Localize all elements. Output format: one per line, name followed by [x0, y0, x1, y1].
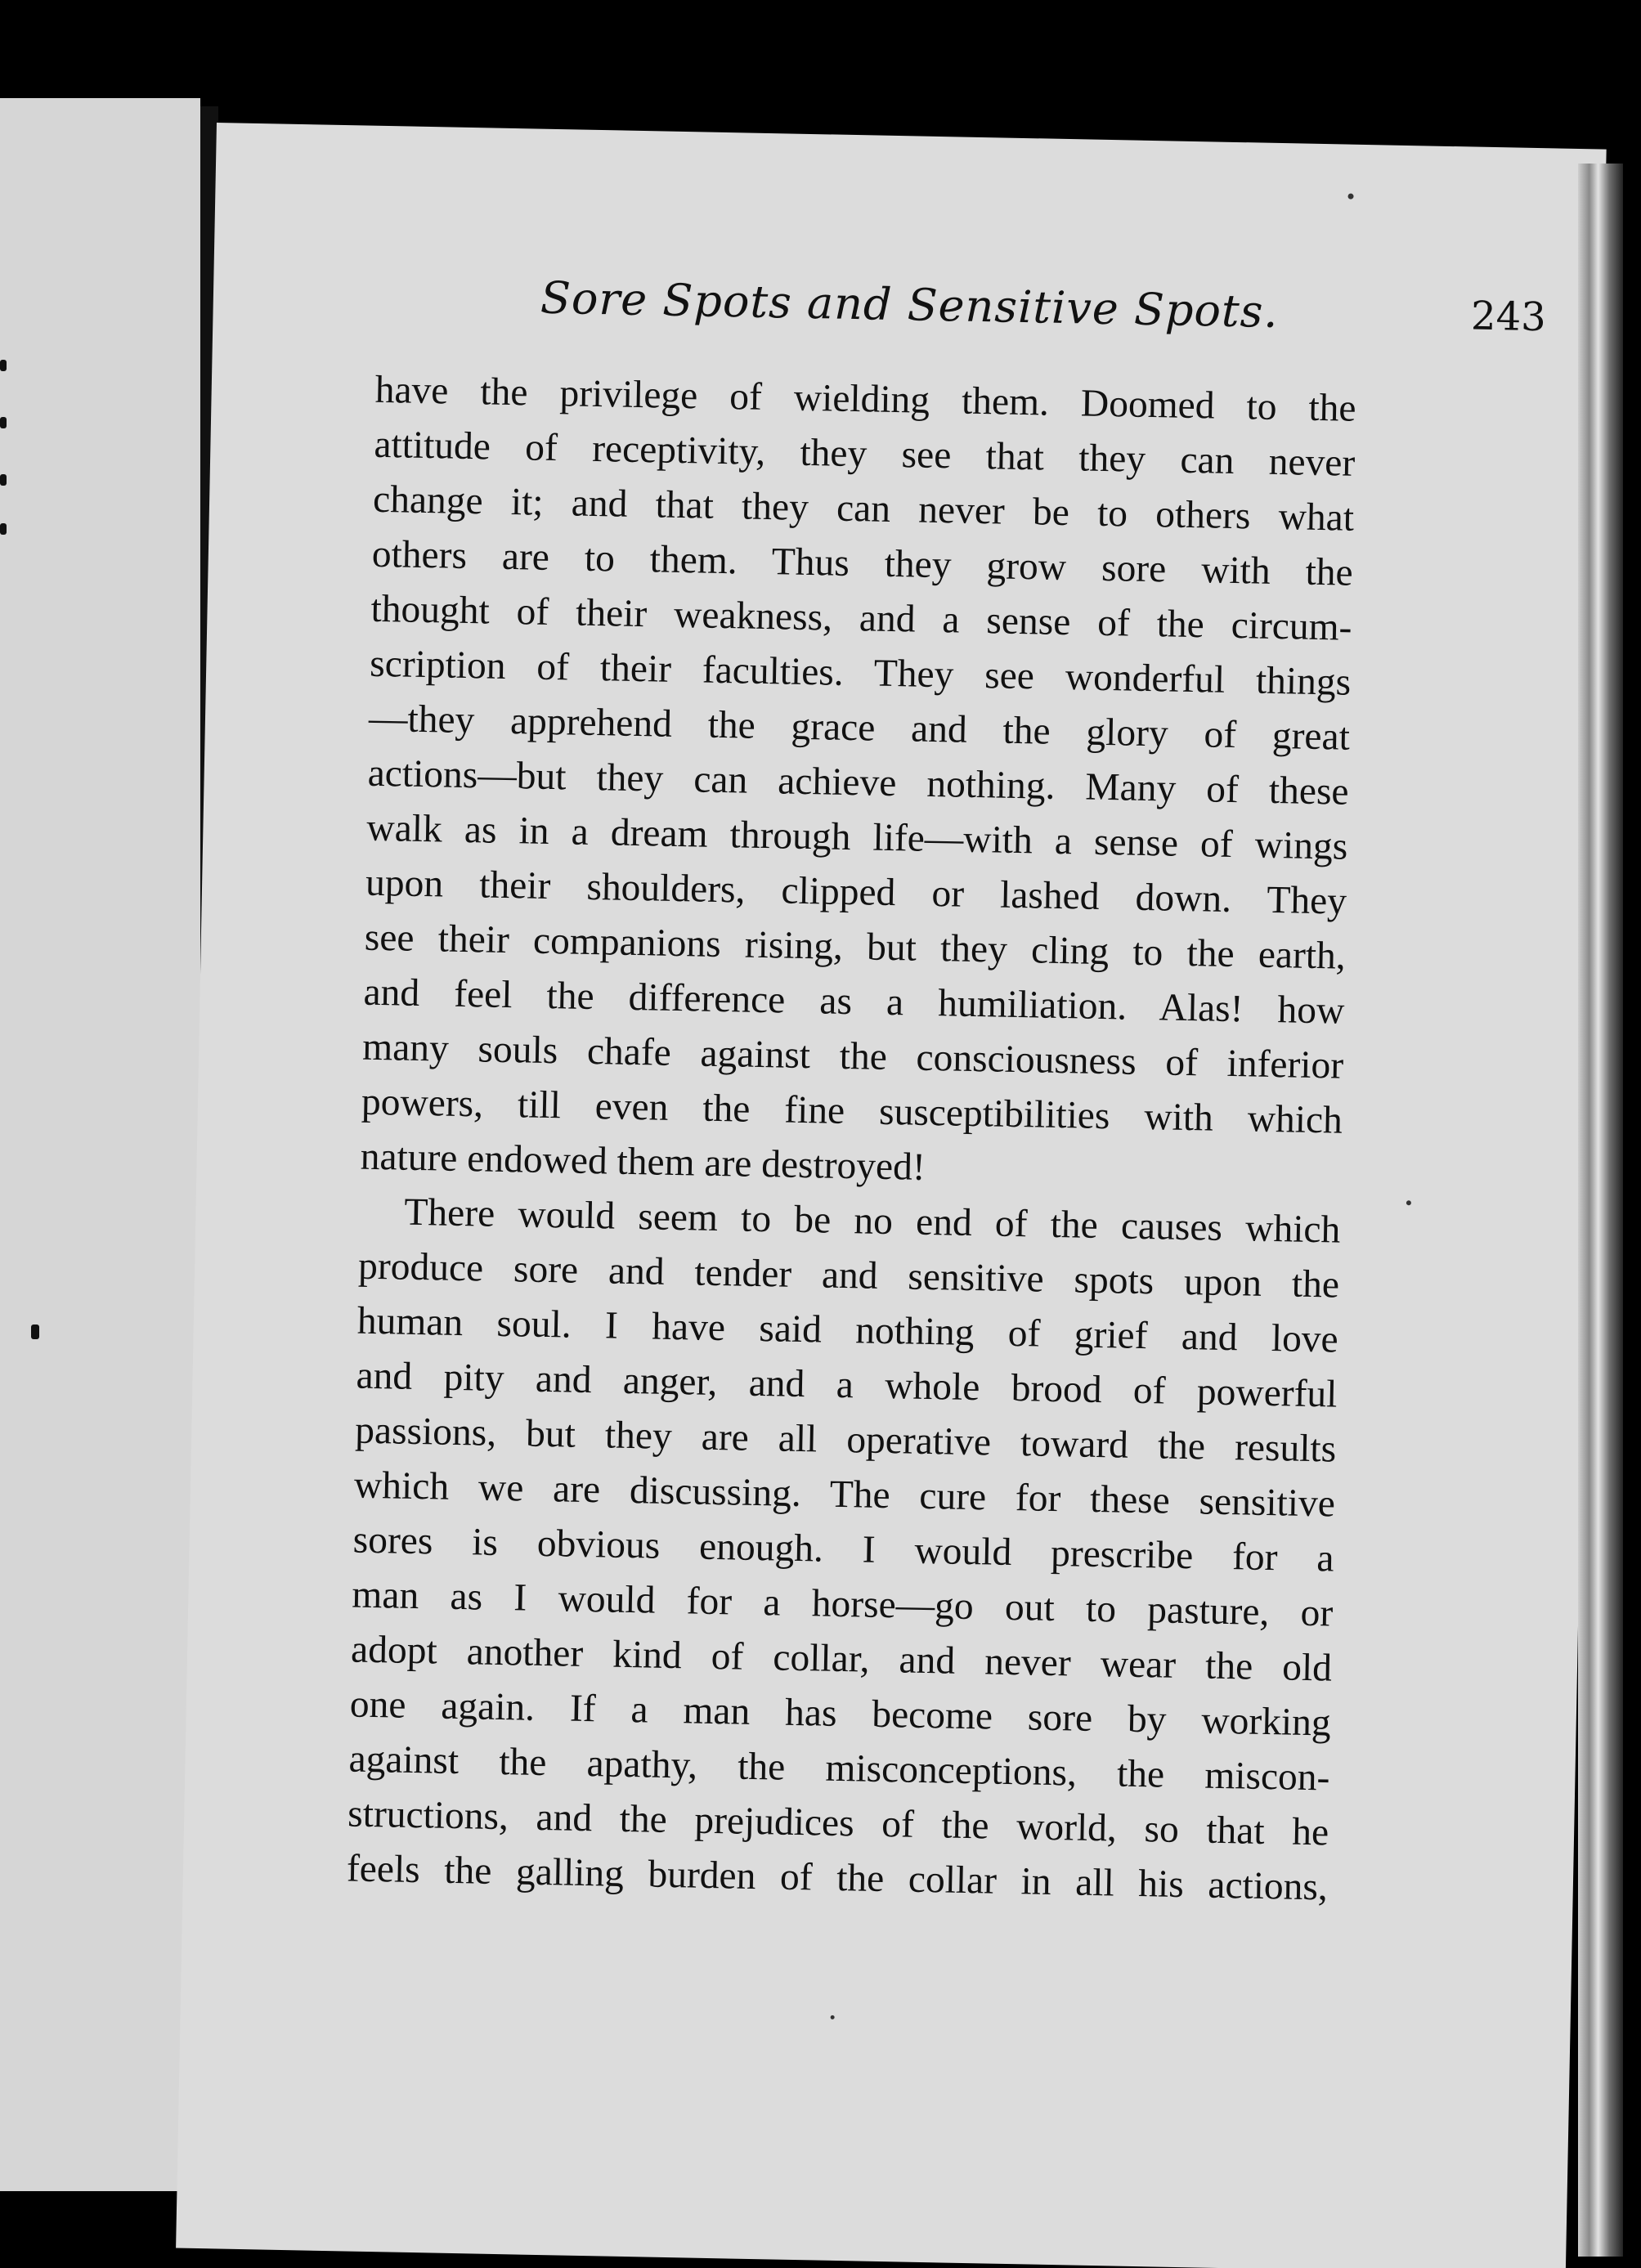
text-line: passions, but they are all operative toward the results [354, 1409, 1337, 1471]
dust-speck [831, 2015, 835, 2019]
ink-mark [0, 474, 7, 486]
text-line: others are to them. Thus they grow sore with the [371, 532, 1354, 594]
text-line: see their companions rising, but they cling to the earth, [364, 916, 1347, 978]
book-page [176, 123, 1607, 2268]
text-line: thought of their weakness, and a sense of the circum- [370, 587, 1352, 649]
text-line: against the apathy, the misconceptions, the miscon- [348, 1737, 1330, 1800]
text-line: There would seem to be no end of the causes which [403, 1190, 1341, 1252]
text-line: man as I would for a horse—go out to pasture, or [351, 1573, 1334, 1635]
text-line: attitude of receptivity, they see that they can never [373, 423, 1356, 485]
body-text [346, 363, 1356, 1916]
text-line: scription of their faculties. They see wonderful things [369, 642, 1352, 704]
running-head [540, 272, 1547, 365]
text-line: walk as in a dream through life—with a sense of wings [365, 806, 1348, 868]
text-line: sores is obvious enough. I would prescribe for a [352, 1518, 1335, 1580]
ink-mark [31, 1324, 39, 1339]
text-line: many souls chafe against the consciousness of inferior [361, 1025, 1344, 1087]
text-line: —they apprehend the grace and the glory of great [368, 697, 1351, 759]
text-line: actions—but they can achieve nothing. Many of these [367, 751, 1350, 814]
text-line: one again. If a man has become sore by working [349, 1683, 1332, 1745]
text-line: nature endowed them are destroyed! [360, 1135, 926, 1189]
paragraph [360, 363, 1356, 1203]
text-line: have the privilege of wielding them. Doomed to the [374, 368, 1357, 430]
page-stack-edge [1578, 164, 1623, 2257]
text-line: change it; and that they can never be to others what [372, 477, 1355, 540]
text-line: upon their shoulders, clipped or lashed down. They [365, 861, 1347, 923]
text-line: and feel the difference as a humiliation. Alas! how [363, 970, 1345, 1033]
facing-page-edge [0, 98, 200, 2191]
ink-mark [0, 417, 7, 428]
text-line: powers, till even the fine susceptibilities with which [361, 1080, 1343, 1142]
paragraph [346, 1185, 1340, 1916]
dust-speck [1406, 1200, 1411, 1205]
text-line: feels the galling burden of the collar in all his actions, [346, 1847, 1329, 1909]
dust-speck [1347, 194, 1353, 199]
ink-mark [0, 523, 7, 535]
text-line: which we are discussing. The cure for these sensitive [353, 1463, 1336, 1526]
text-line: structions, and the prejudices of the world, so that he [347, 1792, 1329, 1854]
ink-mark [0, 360, 7, 371]
text-line: and pity and anger, and a whole brood of powerful [356, 1354, 1338, 1416]
page-number: 243 [1470, 293, 1547, 341]
running-title: Sore Spots and Sensitive Spots. [540, 271, 1280, 338]
text-line: human soul. I have said nothing of grief and love [356, 1299, 1339, 1361]
text-line: adopt another kind of collar, and never wear the old [350, 1628, 1333, 1690]
text-line: produce sore and tender and sensitive spots upon the [357, 1244, 1340, 1307]
